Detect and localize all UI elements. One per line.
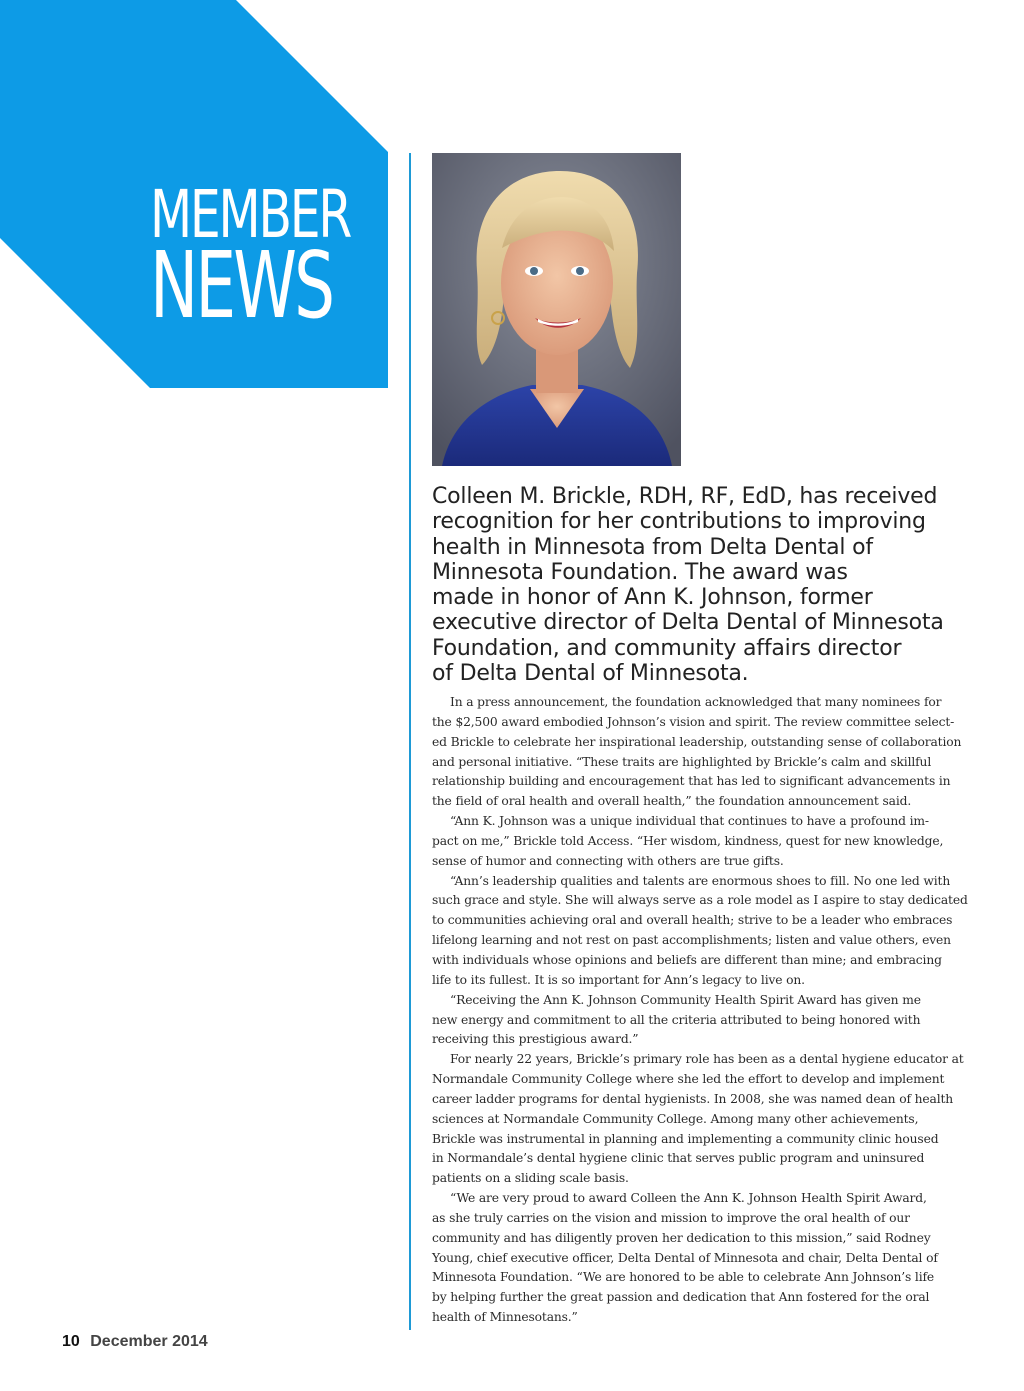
body-line: relationship building and encouragement that has led to significant advancements in — [432, 774, 951, 789]
portrait-illustration — [432, 153, 681, 466]
lead-paragraph — [432, 484, 952, 686]
body-line: patients on a sliding scale basis. — [432, 1171, 629, 1186]
body-line: the $2,500 award embodied Johnson’s vision and spirit. The review committee select- — [432, 714, 955, 729]
lead-line: Colleen M. Brickle, RDH, RF, EdD, has received — [432, 484, 938, 509]
page-footer — [62, 1333, 208, 1351]
body-line: such grace and style. She will always serve as a role model as I aspire to stay dedicated — [432, 893, 968, 908]
body-line: new energy and commitment to all the criteria attributed to being honored with — [432, 1012, 921, 1027]
body-line: In a press announcement, the foundation acknowledged that many nominees for — [450, 695, 942, 709]
body-line: ed Brickle to celebrate her inspirational leadership, outstanding sense of collaboration — [432, 734, 962, 749]
body-line: Normandale Community College where she led the effort to develop and implement — [432, 1072, 945, 1087]
body-line: as she truly carries on the vision and mission to improve the oral health of our — [432, 1210, 910, 1225]
body-line: “Receiving the Ann K. Johnson Community Health Spirit Award has given me — [450, 992, 921, 1007]
body-line: health of Minnesotans.” — [432, 1310, 578, 1325]
banner-line-news: NEWS — [150, 232, 333, 339]
banner-line-member: MEMBER — [150, 176, 351, 253]
lead-line: health in Minnesota from Delta Dental of — [432, 534, 873, 560]
body-line: Brickle was instrumental in planning and implementing a community clinic housed — [432, 1131, 939, 1146]
body-line: For nearly 22 years, Brickle’s primary role has been as a dental hygiene educator at — [450, 1052, 964, 1067]
body-line: Young, chief executive officer, Delta Dental of Minnesota and chair, Delta Dental of — [432, 1250, 938, 1265]
body-line: and personal initiative. “These traits are highlighted by Brickle’s calm and skillful — [432, 754, 932, 769]
lead-line: Foundation, and community affairs director — [432, 635, 902, 661]
lead-line: executive director of Delta Dental of Minnesota — [432, 610, 944, 636]
body-line: “Ann K. Johnson was a unique individual that continues to have a profound im- — [450, 814, 929, 829]
column-divider — [409, 153, 411, 1330]
lead-line: Minnesota Foundation. The award was — [432, 559, 848, 585]
body-line: life to its fullest. It is so important for Ann’s legacy to live on. — [432, 972, 805, 987]
article-body — [432, 693, 968, 1328]
body-line: community and has diligently proven her dedication to this mission,” said Rodney — [432, 1230, 931, 1245]
body-line: with individuals whose opinions and beliefs are different than mine; and embracing — [432, 952, 942, 967]
body-line: receiving this prestigious award.” — [432, 1032, 639, 1047]
body-line: lifelong learning and not rest on past accomplishments; listen and value others, even — [432, 933, 951, 948]
body-line: pact on me,” Brickle told Access. “Her wisdom, kindness, quest for new knowledge, — [432, 833, 944, 848]
portrait-photo — [432, 153, 681, 466]
body-line: to communities achieving oral and overall health; strive to be a leader who embraces — [432, 913, 953, 928]
body-line: sense of humor and connecting with others are true gifts. — [432, 853, 784, 868]
lead-line: of Delta Dental of Minnesota. — [432, 661, 749, 687]
lead-line: recognition for her contributions to improving — [432, 509, 926, 535]
body-line: by helping further the great passion and dedication that Ann fostered for the oral — [432, 1290, 930, 1305]
banner-heading — [150, 176, 420, 339]
body-line: the field of oral health and overall health,” the foundation announcement said. — [432, 794, 912, 809]
body-line: Minnesota Foundation. “We are honored to be able to celebrate Ann Johnson’s life — [432, 1270, 935, 1285]
member-news-banner — [0, 0, 388, 388]
page-number: 10 — [62, 1333, 80, 1350]
body-line: sciences at Normandale Community College. Among many other achievements, — [432, 1111, 919, 1126]
body-line: in Normandale’s dental hygiene clinic that serves public program and uninsured — [432, 1151, 925, 1166]
issue-date: December 2014 — [90, 1333, 208, 1350]
lead-line: made in honor of Ann K. Johnson, former — [432, 585, 873, 611]
body-line: “We are very proud to award Colleen the Ann K. Johnson Health Spirit Award, — [450, 1191, 927, 1206]
body-line: career ladder programs for dental hygienists. In 2008, she was named dean of health — [432, 1091, 954, 1106]
body-line: “Ann’s leadership qualities and talents are enormous shoes to fill. No one led with — [450, 873, 951, 888]
